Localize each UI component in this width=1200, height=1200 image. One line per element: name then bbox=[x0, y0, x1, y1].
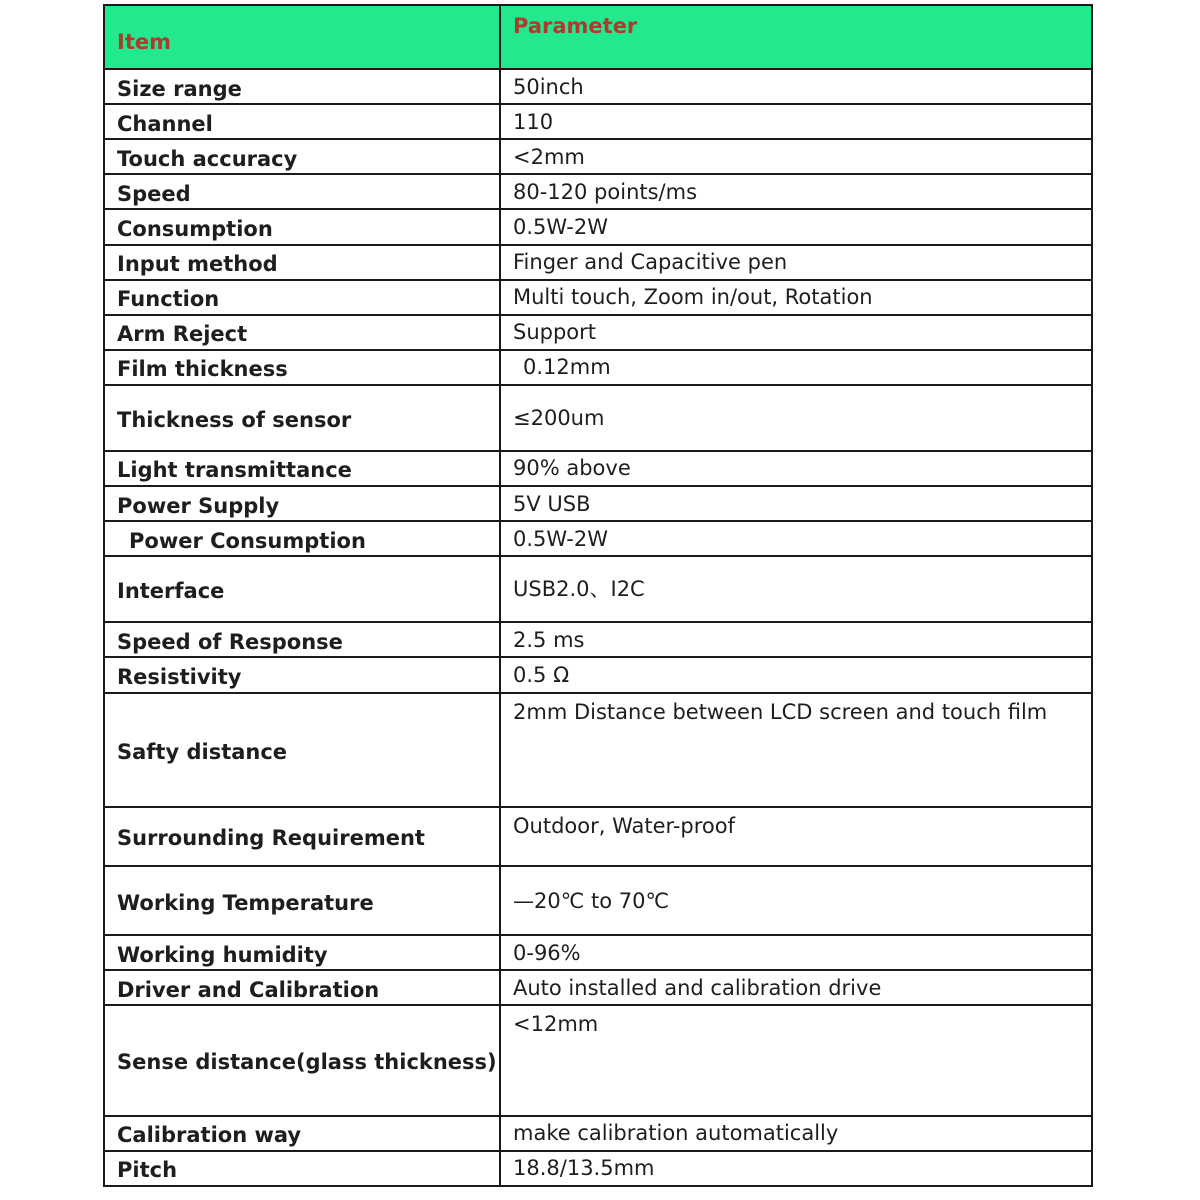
row-item: Calibration way bbox=[104, 1116, 500, 1151]
row-item: Resistivity bbox=[104, 657, 500, 692]
row-item: Pitch bbox=[104, 1151, 500, 1186]
row-param: 5V USB bbox=[500, 486, 1092, 521]
table-row bbox=[104, 385, 1092, 451]
table-row bbox=[104, 1151, 1092, 1186]
table-row bbox=[104, 104, 1092, 139]
row-param: 110 bbox=[500, 104, 1092, 139]
table-row bbox=[104, 245, 1092, 280]
table-row bbox=[104, 69, 1092, 104]
row-param: USB2.0、I2C bbox=[500, 556, 1092, 622]
row-item: Thickness of sensor bbox=[104, 385, 500, 451]
header-item: Item bbox=[104, 5, 500, 69]
row-item: Working humidity bbox=[104, 935, 500, 970]
table-row bbox=[104, 350, 1092, 385]
row-param: 0.12mm bbox=[500, 350, 1092, 385]
row-param: ≤200um bbox=[500, 385, 1092, 451]
table-row bbox=[104, 807, 1092, 866]
table-row bbox=[104, 486, 1092, 521]
row-param: make calibration automatically bbox=[500, 1116, 1092, 1151]
row-param: 0.5 Ω bbox=[500, 657, 1092, 692]
row-item: Interface bbox=[104, 556, 500, 622]
row-item: Safty distance bbox=[104, 693, 500, 807]
table-row bbox=[104, 280, 1092, 315]
row-item: Consumption bbox=[104, 209, 500, 244]
header-row bbox=[104, 5, 1092, 69]
table-row bbox=[104, 622, 1092, 657]
table-row bbox=[104, 174, 1092, 209]
row-param: Outdoor, Water-proof bbox=[500, 807, 1092, 866]
row-param: 90% above bbox=[500, 451, 1092, 486]
row-item: Speed of Response bbox=[104, 622, 500, 657]
row-param: Auto installed and calibration drive bbox=[500, 970, 1092, 1005]
row-item: Arm Reject bbox=[104, 315, 500, 350]
table-row bbox=[104, 657, 1092, 692]
row-item: Light transmittance bbox=[104, 451, 500, 486]
row-item: Sense distance(glass thickness) bbox=[104, 1005, 500, 1115]
row-param: —20℃ to 70℃ bbox=[500, 866, 1092, 935]
row-item: Driver and Calibration bbox=[104, 970, 500, 1005]
row-item: Surrounding Requirement bbox=[104, 807, 500, 866]
row-param: 0-96% bbox=[500, 935, 1092, 970]
table-row bbox=[104, 556, 1092, 622]
table-row bbox=[104, 693, 1092, 807]
row-item: Input method bbox=[104, 245, 500, 280]
row-item: Channel bbox=[104, 104, 500, 139]
row-param: 0.5W-2W bbox=[500, 521, 1092, 556]
row-item: Power Consumption bbox=[104, 521, 500, 556]
row-item: Speed bbox=[104, 174, 500, 209]
row-param: 2mm Distance between LCD screen and touch film bbox=[500, 693, 1092, 807]
table-row bbox=[104, 139, 1092, 174]
row-param: 18.8/13.5mm bbox=[500, 1151, 1092, 1186]
row-param: 2.5 ms bbox=[500, 622, 1092, 657]
spec-table bbox=[103, 4, 1093, 1187]
table-row bbox=[104, 1116, 1092, 1151]
row-item: Function bbox=[104, 280, 500, 315]
row-param: Support bbox=[500, 315, 1092, 350]
table-row bbox=[104, 209, 1092, 244]
table-row bbox=[104, 866, 1092, 935]
table-row bbox=[104, 451, 1092, 486]
row-item: Power Supply bbox=[104, 486, 500, 521]
table-row bbox=[104, 521, 1092, 556]
row-item: Film thickness bbox=[104, 350, 500, 385]
row-param: <12mm bbox=[500, 1005, 1092, 1115]
table-row bbox=[104, 1005, 1092, 1115]
table-row bbox=[104, 315, 1092, 350]
row-param: 80-120 points/ms bbox=[500, 174, 1092, 209]
row-param: <2mm bbox=[500, 139, 1092, 174]
header-parameter: Parameter bbox=[500, 5, 1092, 69]
table-row bbox=[104, 935, 1092, 970]
row-item: Size range bbox=[104, 69, 500, 104]
row-param: 0.5W-2W bbox=[500, 209, 1092, 244]
row-param: Multi touch, Zoom in/out, Rotation bbox=[500, 280, 1092, 315]
row-item: Working Temperature bbox=[104, 866, 500, 935]
row-param: Finger and Capacitive pen bbox=[500, 245, 1092, 280]
row-param: 50inch bbox=[500, 69, 1092, 104]
row-item: Touch accuracy bbox=[104, 139, 500, 174]
table-row bbox=[104, 970, 1092, 1005]
